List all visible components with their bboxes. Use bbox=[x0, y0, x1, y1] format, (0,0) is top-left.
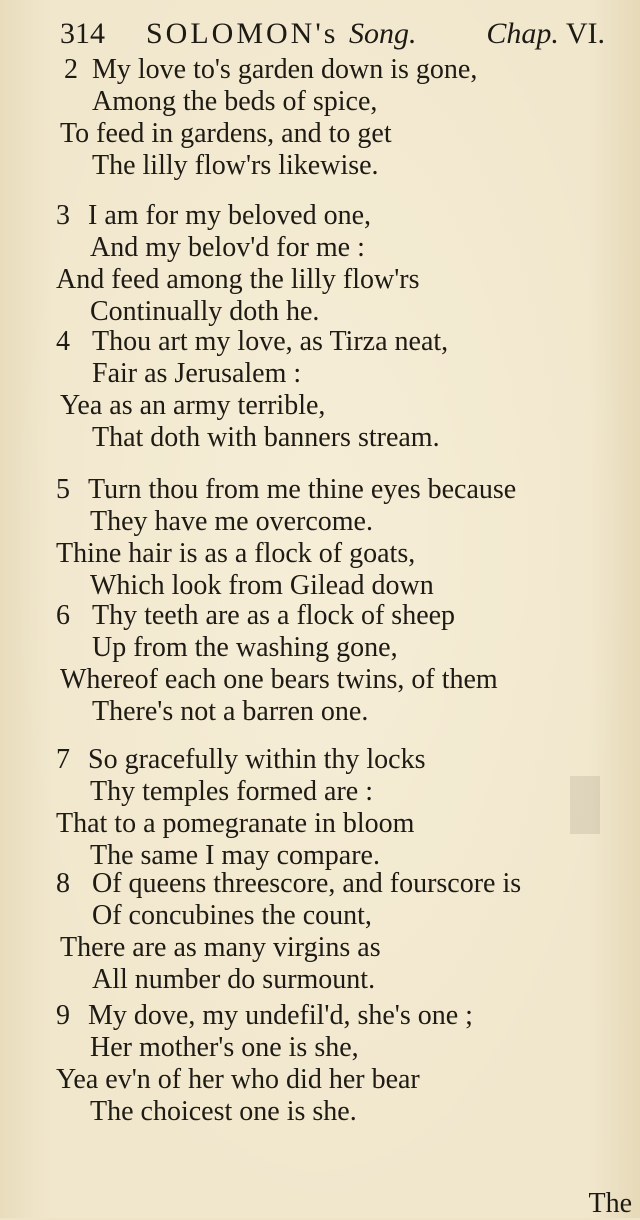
book-subtitle: Song. bbox=[348, 17, 417, 50]
running-header bbox=[60, 14, 605, 54]
verse-number: 4 bbox=[56, 326, 70, 357]
verse-line: The lilly flow'rs likewise. bbox=[92, 150, 379, 181]
verse-line: Of queens threescore, and fourscore is bbox=[92, 868, 522, 899]
verse-line: Which look from Gilead down bbox=[90, 570, 434, 601]
verse-line: Thou art my love, as Tirza neat, bbox=[92, 326, 449, 357]
verse-line: So gracefully within thy locks bbox=[88, 744, 426, 775]
verse-line: There are as many virgins as bbox=[60, 932, 381, 963]
verse-line: Thy teeth are as a flock of sheep bbox=[92, 600, 456, 631]
verse-line: They have me overcome. bbox=[90, 506, 373, 537]
book-title: SOLOMON's bbox=[146, 17, 339, 50]
chapter-number: VI. bbox=[565, 17, 605, 50]
verse-number: 2 bbox=[64, 54, 78, 85]
verse-line: To feed in gardens, and to get bbox=[60, 118, 392, 149]
running-title bbox=[146, 14, 416, 54]
verse-line: Whereof each one bears twins, of them bbox=[60, 664, 498, 695]
verse-number: 5 bbox=[56, 474, 70, 505]
verse-line: My love to's garden down is gone, bbox=[92, 54, 478, 85]
verse-line: That to a pomegranate in bloom bbox=[56, 808, 415, 839]
verse-line: That doth with banners stream. bbox=[92, 422, 440, 453]
verse-number: 9 bbox=[56, 1000, 70, 1031]
verse-line: Yea ev'n of her who did her bear bbox=[56, 1064, 420, 1095]
verse-line: I am for my beloved one, bbox=[88, 200, 372, 231]
verse-line: And feed among the lilly flow'rs bbox=[56, 264, 420, 295]
verse-number: 3 bbox=[56, 200, 70, 231]
verse-number: 8 bbox=[56, 868, 70, 899]
verse-number: 6 bbox=[56, 600, 70, 631]
verse-line: Her mother's one is she, bbox=[90, 1032, 359, 1063]
verse-line: And my belov'd for me : bbox=[90, 232, 365, 263]
catchword: The bbox=[588, 1188, 632, 1219]
verse-number: 7 bbox=[56, 744, 70, 775]
verse-line: The choicest one is she. bbox=[90, 1096, 357, 1127]
show-through-mark bbox=[560, 770, 610, 840]
verse-line: The same I may compare. bbox=[90, 840, 380, 871]
chapter-label: Chap. bbox=[486, 17, 559, 50]
verse-line: My dove, my undefil'd, she's one ; bbox=[88, 1000, 473, 1031]
verse-line: Yea as an army terrible, bbox=[60, 390, 326, 421]
verse-line: Thine hair is as a flock of goats, bbox=[56, 538, 416, 569]
verse-line: Up from the washing gone, bbox=[92, 632, 398, 663]
verse-line: Turn thou from me thine eyes because bbox=[88, 474, 517, 505]
show-through-bleed bbox=[560, 770, 610, 840]
verse-line: There's not a barren one. bbox=[92, 696, 369, 727]
verse-line: Fair as Jerusalem : bbox=[92, 358, 302, 389]
verse-line: All number do surmount. bbox=[92, 964, 376, 995]
chapter-heading bbox=[486, 14, 605, 54]
verse-line: Of concubines the count, bbox=[92, 900, 372, 931]
verse-line: Thy temples formed are : bbox=[90, 776, 374, 807]
verse-line: Continually doth he. bbox=[90, 296, 320, 327]
page-number: 314 bbox=[60, 17, 105, 50]
verse-line: Among the beds of spice, bbox=[92, 86, 378, 117]
